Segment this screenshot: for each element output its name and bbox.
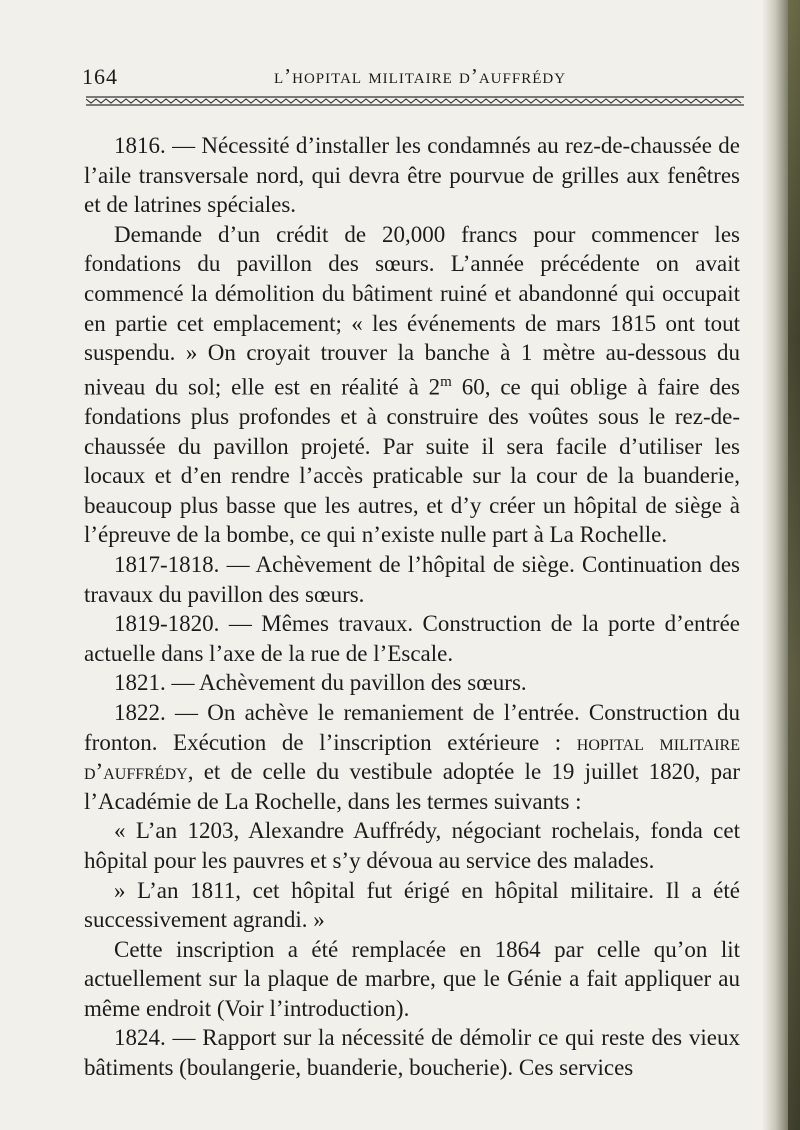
page-number: 164 — [82, 64, 118, 89]
decorative-rule — [86, 96, 744, 106]
running-title: l’hopital militaire d’auffrédy — [273, 64, 567, 88]
body-text — [84, 131, 740, 1083]
superscript-m: m — [440, 373, 452, 390]
paragraph-inscription-1811: » L’an 1811, cet hôpital fut érigé en hôpital militaire. Il a été successivement agrandi. » — [84, 877, 740, 933]
paragraph-inscription-1203: « L’an 1203, Alexandre Auffrédy, négociant rochelais, fonda cet hôpital pour les pauvres et s’y dévoua au service des malades. — [84, 818, 740, 873]
inscription-small-caps: hopital militaire d’auffrédy — [84, 729, 740, 785]
paragraph-1822: 1822. — On achève le remaniement de l’entrée. Construction du fronton. Exécution de l’inscription extérieure : hopital militaire d’auffrédy, et de celle du vestibule adoptée le 19 juillet 1820, par l’Académie de La Rochelle, dans les termes suivants : — [84, 699, 740, 814]
paragraph-1824: 1824. — Rapport sur la nécessité de démolir ce qui reste des vieux bâtiments (boulangerie, buanderie, boucherie). Ces services — [84, 1025, 740, 1081]
paragraph-1819-1820: 1819-1820. — Mêmes travaux. Construction de la porte d’entrée actuelle dans l’axe de la rue de l’Escale. — [84, 611, 740, 666]
page-edge-binding — [788, 0, 800, 1130]
paragraph-inscription-1864: Cette inscription a été remplacée en 1864 par celle qu’on lit actuellement sur la plaque de marbre, que le Génie a fait appliquer au même endroit (Voir l’introduction). — [84, 936, 740, 1021]
paragraph-1816: 1816. — Nécessité d’installer les condamnés au rez-de-chaussée de l’aile transversale nord, qui devra être pourvue de grilles aux fenêtres et de latrines spéciales. — [84, 133, 740, 218]
paragraph-1821: 1821. — Achèvement du pavillon des sœurs. — [114, 670, 527, 696]
paragraph-1817-1818: 1817-1818. — Achèvement de l’hôpital de siège. Continuation des travaux du pavillon des sœurs. — [84, 551, 740, 607]
paragraph-credit: Demande d’un crédit de 20,000 francs pour commencer les fondations du pavillon des sœurs. L’année précédente on avait commencé la démolition du bâtiment ruiné et abandonné qui occupait en partie cet emplacement; « les événements de mars 1815 ont tout suspendu. » On croyait trouver la banche à 1 mètre au-dessous du niveau du sol; elle est en réalité à 2$^m$ 60, ce qui oblige à faire des fondations plus profondes et à construire des voûtes sous le rez-de-chaussée du pavillon projeté. Par suite il sera facile d’utiliser les locaux et d’en rendre l’accès praticable sur la cour de la buanderie, beaucoup plus basse que les autres, et d’y créer un hôpital de siège à l’épreuve de la bombe, ce qui n’existe nulle part à La Rochelle. — [84, 221, 740, 548]
